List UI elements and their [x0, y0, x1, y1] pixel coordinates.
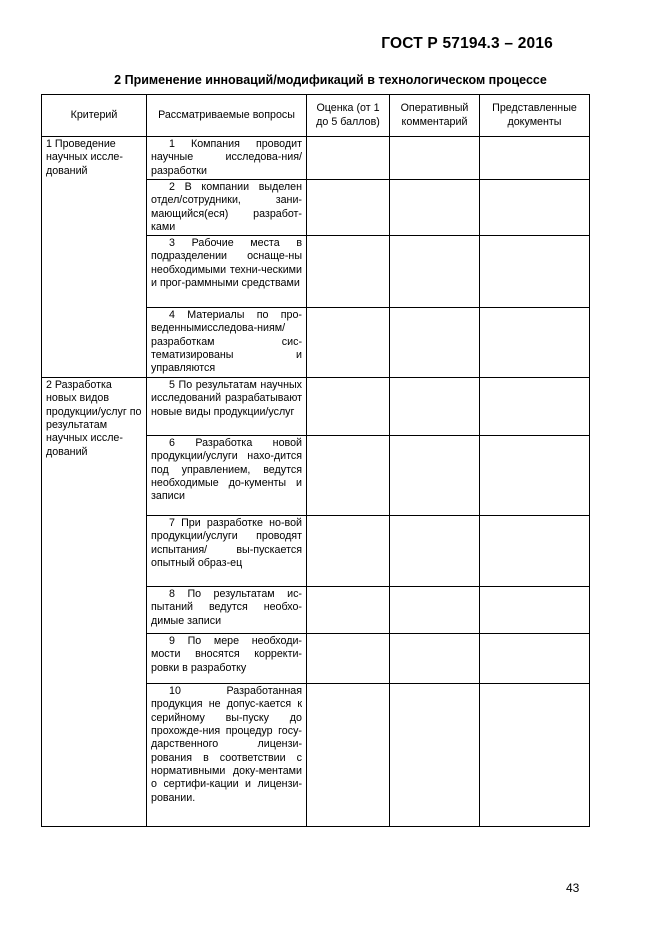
header-questions: Рассматриваемые вопросы: [147, 95, 307, 137]
score-cell[interactable]: [307, 684, 390, 827]
question-cell: 2 В компании выделен отдел/сотрудники, зани-мающийся(еся) разработ-ками: [147, 180, 307, 236]
header-score: Оценка (от 1 до 5 баллов): [307, 95, 390, 137]
document-code: ГОСТ Р 57194.3 – 2016: [381, 35, 553, 52]
comment-cell[interactable]: [390, 137, 480, 180]
comment-cell[interactable]: [390, 436, 480, 516]
documents-cell[interactable]: [480, 436, 590, 516]
documents-cell[interactable]: [480, 684, 590, 827]
score-cell[interactable]: [307, 308, 390, 378]
comment-cell[interactable]: [390, 684, 480, 827]
documents-cell[interactable]: [480, 308, 590, 378]
table-header-row: [42, 95, 590, 137]
criterion-cell: 2 Разработка новых видов продукции/услуг по результатам научных иссле-дований: [42, 378, 147, 827]
section-title: 2 Применение инноваций/модификаций в технологическом процессе: [114, 73, 547, 87]
table-row: [42, 137, 590, 180]
documents-cell[interactable]: [480, 236, 590, 308]
header-criterion: Критерий: [42, 95, 147, 137]
comment-cell[interactable]: [390, 587, 480, 634]
header-comment: Оперативный комментарий: [390, 95, 480, 137]
question-cell: 5 По результатам научных исследований разрабатывают новые виды продукции/услуг: [147, 378, 307, 436]
documents-cell[interactable]: [480, 587, 590, 634]
score-cell[interactable]: [307, 137, 390, 180]
criterion-cell: 1 Проведение научных иссле-дований: [42, 137, 147, 378]
score-cell[interactable]: [307, 436, 390, 516]
question-cell: 8 По результатам ис-пытаний ведутся необхо-димые записи: [147, 587, 307, 634]
comment-cell[interactable]: [390, 180, 480, 236]
question-cell: 4 Материалы по про-веденнымисследова-ниям/разработкам сис-тематизированы и управляются: [147, 308, 307, 378]
question-cell: 10 Разработанная продукция не допус-кается к серийному вы-пуску до прохожде-ния процедур госу-дарственного лицензи-рования в соответствии с нормативными доку-ментами о сертифи-кации и лицензи-ровании.: [147, 684, 307, 827]
evaluation-table: [41, 94, 590, 827]
documents-cell[interactable]: [480, 634, 590, 684]
table-row: [42, 378, 590, 436]
header-documents: Представленные документы: [480, 95, 590, 137]
question-cell: 9 По мере необходи-мости вносятся корректи-ровки в разработку: [147, 634, 307, 684]
documents-cell[interactable]: [480, 137, 590, 180]
question-cell: 6 Разработка новой продукции/услуги нахо-дится под управлением, ведутся необходимые до-кументы и записи: [147, 436, 307, 516]
documents-cell[interactable]: [480, 180, 590, 236]
score-cell[interactable]: [307, 236, 390, 308]
comment-cell[interactable]: [390, 378, 480, 436]
score-cell[interactable]: [307, 378, 390, 436]
comment-cell[interactable]: [390, 308, 480, 378]
page-number: 43: [566, 881, 580, 895]
score-cell[interactable]: [307, 587, 390, 634]
comment-cell[interactable]: [390, 516, 480, 587]
documents-cell[interactable]: [480, 516, 590, 587]
documents-cell[interactable]: [480, 378, 590, 436]
question-cell: 3 Рабочие места в подразделении оснаще-ны необходимыми техни-ческими и прог-раммными средствами: [147, 236, 307, 308]
question-cell: 7 При разработке но-вой продукции/услуги проводят испытания/ вы-пускается опытный образ-ец: [147, 516, 307, 587]
question-cell: 1 Компания проводит научные исследова-ния/разработки: [147, 137, 307, 180]
score-cell[interactable]: [307, 634, 390, 684]
score-cell[interactable]: [307, 516, 390, 587]
comment-cell[interactable]: [390, 634, 480, 684]
score-cell[interactable]: [307, 180, 390, 236]
comment-cell[interactable]: [390, 236, 480, 308]
